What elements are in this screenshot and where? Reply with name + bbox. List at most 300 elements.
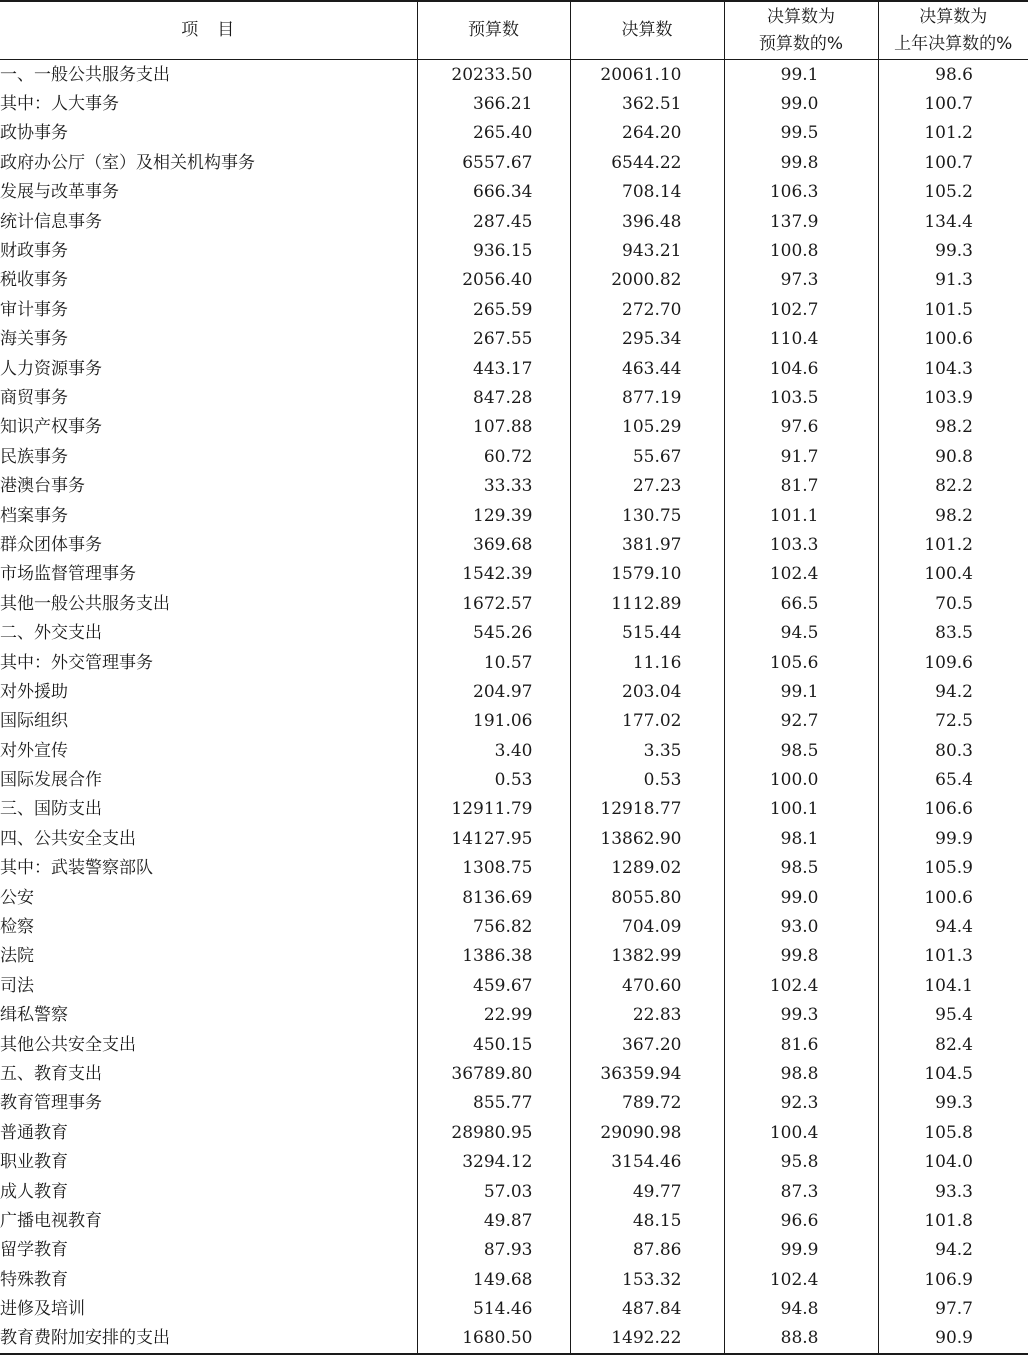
- row-final: 87.86: [570, 1236, 724, 1265]
- row-item-cell: [0, 942, 417, 971]
- row-item-cell: [0, 1030, 417, 1059]
- row-budget: 1386.38: [417, 942, 570, 971]
- row-budget: 149.68: [417, 1265, 570, 1294]
- row-pct-prev: 106.6: [878, 795, 1028, 824]
- row-label: 进修及培训: [0, 1299, 85, 1320]
- table-row: [0, 736, 1028, 765]
- row-final: 29090.98: [570, 1118, 724, 1147]
- row-item-cell: [0, 971, 417, 1000]
- table-row: [0, 266, 1028, 295]
- row-final: 0.53: [570, 765, 724, 794]
- table-row: [0, 442, 1028, 471]
- row-final: 367.20: [570, 1030, 724, 1059]
- row-pct-budget: 98.5: [724, 736, 878, 765]
- row-budget: 1672.57: [417, 589, 570, 618]
- row-item-cell: [0, 60, 417, 90]
- row-item-cell: [0, 148, 417, 177]
- row-final: 877.19: [570, 383, 724, 412]
- row-budget: 267.55: [417, 325, 570, 354]
- row-pct-budget: 98.8: [724, 1059, 878, 1088]
- row-pct-prev: 72.5: [878, 707, 1028, 736]
- row-prefix: 其中：: [0, 94, 51, 115]
- row-final: 470.60: [570, 971, 724, 1000]
- row-pct-prev: 101.3: [878, 942, 1028, 971]
- row-pct-budget: 99.8: [724, 942, 878, 971]
- row-pct-budget: 104.6: [724, 354, 878, 383]
- table-row: [0, 178, 1028, 207]
- header-ratio-prev-line2: 上年决算数的%: [894, 33, 1013, 54]
- row-pct-budget: 100.4: [724, 1118, 878, 1147]
- row-label: 民族事务: [0, 446, 68, 467]
- row-budget: 847.28: [417, 383, 570, 412]
- row-pct-budget: 92.7: [724, 707, 878, 736]
- row-budget: 450.15: [417, 1030, 570, 1059]
- row-label: 群众团体事务: [0, 534, 102, 555]
- table-row: [0, 471, 1028, 500]
- row-item-cell: [0, 589, 417, 618]
- row-final: 1492.22: [570, 1324, 724, 1354]
- row-budget: 287.45: [417, 207, 570, 236]
- row-label: 对外援助: [0, 681, 68, 702]
- row-label: 人力资源事务: [0, 358, 102, 379]
- table-row: [0, 413, 1028, 442]
- row-pct-prev: 100.6: [878, 325, 1028, 354]
- row-pct-prev: 97.7: [878, 1294, 1028, 1323]
- row-budget: 14127.95: [417, 824, 570, 853]
- row-budget: 1308.75: [417, 854, 570, 883]
- row-pct-prev: 80.3: [878, 736, 1028, 765]
- header-ratio-budget-line2: 预算数的%: [758, 33, 844, 54]
- row-label: 港澳台事务: [0, 476, 85, 497]
- row-item-cell: [0, 795, 417, 824]
- row-final: 515.44: [570, 618, 724, 647]
- row-pct-prev: 104.1: [878, 971, 1028, 1000]
- row-label: 三、国防支出: [0, 799, 102, 820]
- table-row: [0, 1294, 1028, 1323]
- row-pct-prev: 105.2: [878, 178, 1028, 207]
- table-row: [0, 912, 1028, 941]
- row-item-cell: [0, 266, 417, 295]
- row-pct-prev: 98.2: [878, 413, 1028, 442]
- row-final: 487.84: [570, 1294, 724, 1323]
- row-item-cell: [0, 89, 417, 118]
- row-final: 789.72: [570, 1089, 724, 1118]
- header-item: 项 目: [0, 1, 417, 60]
- header-ratio-budget-line1: 决算数为: [767, 6, 835, 27]
- row-pct-budget: 99.9: [724, 1236, 878, 1265]
- row-item-cell: [0, 295, 417, 324]
- row-label: 成人教育: [0, 1181, 68, 1202]
- row-pct-prev: 101.8: [878, 1206, 1028, 1235]
- row-pct-prev: 98.6: [878, 60, 1028, 90]
- row-label: 海关事务: [0, 329, 68, 350]
- row-item-cell: [0, 354, 417, 383]
- row-pct-prev: 101.2: [878, 119, 1028, 148]
- row-pct-prev: 100.7: [878, 148, 1028, 177]
- row-item-cell: [0, 1177, 417, 1206]
- row-budget: 265.40: [417, 119, 570, 148]
- row-item-cell: [0, 413, 417, 442]
- row-final: 22.83: [570, 1001, 724, 1030]
- row-final: 55.67: [570, 442, 724, 471]
- row-final: 203.04: [570, 677, 724, 706]
- table-row: [0, 325, 1028, 354]
- row-item-cell: [0, 677, 417, 706]
- row-label: 司法: [0, 975, 34, 996]
- row-final: 3154.46: [570, 1147, 724, 1176]
- header-final: 决算数: [570, 1, 724, 60]
- row-pct-budget: 97.6: [724, 413, 878, 442]
- row-pct-prev: 93.3: [878, 1177, 1028, 1206]
- row-label: 政府办公厅（室）及相关机构事务: [0, 152, 255, 173]
- row-pct-budget: 99.5: [724, 119, 878, 148]
- row-final: 1579.10: [570, 560, 724, 589]
- row-budget: 6557.67: [417, 148, 570, 177]
- header-row: [0, 1, 1028, 60]
- row-pct-budget: 101.1: [724, 501, 878, 530]
- row-pct-prev: 82.4: [878, 1030, 1028, 1059]
- table-row: [0, 971, 1028, 1000]
- row-pct-prev: 103.9: [878, 383, 1028, 412]
- row-pct-prev: 101.5: [878, 295, 1028, 324]
- row-pct-budget: 103.5: [724, 383, 878, 412]
- row-pct-budget: 99.1: [724, 60, 878, 90]
- row-final: 3.35: [570, 736, 724, 765]
- row-budget: 87.93: [417, 1236, 570, 1265]
- row-pct-budget: 105.6: [724, 648, 878, 677]
- table-row: [0, 236, 1028, 265]
- row-budget: 10.57: [417, 648, 570, 677]
- row-budget: 855.77: [417, 1089, 570, 1118]
- row-pct-budget: 103.3: [724, 530, 878, 559]
- row-final: 36359.94: [570, 1059, 724, 1088]
- row-label: 档案事务: [0, 505, 68, 526]
- row-budget: 28980.95: [417, 1118, 570, 1147]
- row-pct-budget: 102.7: [724, 295, 878, 324]
- row-pct-budget: 81.6: [724, 1030, 878, 1059]
- table-row: [0, 60, 1028, 90]
- row-final: 153.32: [570, 1265, 724, 1294]
- row-label: 政协事务: [0, 123, 68, 144]
- header-ratio-prev-line1: 决算数为: [919, 6, 988, 27]
- row-item-cell: [0, 501, 417, 530]
- row-pct-budget: 91.7: [724, 442, 878, 471]
- row-pct-budget: 102.4: [724, 1265, 878, 1294]
- table-row: [0, 148, 1028, 177]
- row-pct-prev: 98.2: [878, 501, 1028, 530]
- row-label: 税收事务: [0, 270, 68, 291]
- table-row: [0, 1089, 1028, 1118]
- row-pct-budget: 99.3: [724, 1001, 878, 1030]
- row-label: 广播电视教育: [0, 1210, 102, 1231]
- row-pct-budget: 137.9: [724, 207, 878, 236]
- row-final: 11.16: [570, 648, 724, 677]
- row-label: 其他公共安全支出: [0, 1034, 136, 1055]
- row-pct-budget: 100.8: [724, 236, 878, 265]
- row-budget: 443.17: [417, 354, 570, 383]
- row-pct-budget: 95.8: [724, 1147, 878, 1176]
- table-row: [0, 589, 1028, 618]
- row-pct-budget: 88.8: [724, 1324, 878, 1354]
- row-pct-prev: 83.5: [878, 618, 1028, 647]
- row-budget: 20233.50: [417, 60, 570, 90]
- table-row: [0, 1030, 1028, 1059]
- row-budget: 129.39: [417, 501, 570, 530]
- header-ratio-budget: [724, 1, 878, 60]
- row-pct-prev: 94.4: [878, 912, 1028, 941]
- row-budget: 459.67: [417, 971, 570, 1000]
- row-pct-budget: 106.3: [724, 178, 878, 207]
- row-pct-budget: 102.4: [724, 971, 878, 1000]
- row-item-cell: [0, 471, 417, 500]
- row-final: 6544.22: [570, 148, 724, 177]
- row-pct-prev: 90.8: [878, 442, 1028, 471]
- row-final: 708.14: [570, 178, 724, 207]
- row-pct-prev: 100.4: [878, 560, 1028, 589]
- row-pct-prev: 104.5: [878, 1059, 1028, 1088]
- row-pct-prev: 65.4: [878, 765, 1028, 794]
- row-label: 一、一般公共服务支出: [0, 64, 170, 85]
- row-final: 1382.99: [570, 942, 724, 971]
- row-label: 留学教育: [0, 1240, 68, 1261]
- row-budget: 49.87: [417, 1206, 570, 1235]
- row-budget: 265.59: [417, 295, 570, 324]
- row-pct-budget: 94.8: [724, 1294, 878, 1323]
- table-row: [0, 1265, 1028, 1294]
- table-row: [0, 618, 1028, 647]
- row-budget: 191.06: [417, 707, 570, 736]
- table-row: [0, 207, 1028, 236]
- row-budget: 0.53: [417, 765, 570, 794]
- row-budget: 666.34: [417, 178, 570, 207]
- row-item-cell: [0, 707, 417, 736]
- row-pct-budget: 99.0: [724, 89, 878, 118]
- row-budget: 8136.69: [417, 883, 570, 912]
- row-pct-budget: 100.0: [724, 765, 878, 794]
- row-item-cell: [0, 1118, 417, 1147]
- row-pct-budget: 99.8: [724, 148, 878, 177]
- table-row: [0, 560, 1028, 589]
- row-budget: 107.88: [417, 413, 570, 442]
- table-row: [0, 89, 1028, 118]
- row-pct-budget: 92.3: [724, 1089, 878, 1118]
- row-budget: 57.03: [417, 1177, 570, 1206]
- row-item-cell: [0, 912, 417, 941]
- row-pct-prev: 99.3: [878, 236, 1028, 265]
- table-row: [0, 707, 1028, 736]
- row-item-cell: [0, 383, 417, 412]
- row-final: 12918.77: [570, 795, 724, 824]
- row-final: 27.23: [570, 471, 724, 500]
- row-pct-prev: 99.3: [878, 1089, 1028, 1118]
- table-row: [0, 1118, 1028, 1147]
- row-budget: 1680.50: [417, 1324, 570, 1354]
- row-budget: 36789.80: [417, 1059, 570, 1088]
- row-final: 8055.80: [570, 883, 724, 912]
- row-pct-budget: 66.5: [724, 589, 878, 618]
- row-label: 市场监督管理事务: [0, 564, 136, 585]
- row-budget: 3.40: [417, 736, 570, 765]
- row-label: 财政事务: [0, 241, 68, 262]
- table-row: [0, 501, 1028, 530]
- row-item-cell: [0, 325, 417, 354]
- row-final: 381.97: [570, 530, 724, 559]
- row-budget: 366.21: [417, 89, 570, 118]
- row-label: 公安: [0, 887, 34, 908]
- row-item-cell: [0, 1294, 417, 1323]
- row-budget: 22.99: [417, 1001, 570, 1030]
- row-final: 264.20: [570, 119, 724, 148]
- row-final: 13862.90: [570, 824, 724, 853]
- row-label: 国际发展合作: [0, 770, 102, 791]
- row-final: 704.09: [570, 912, 724, 941]
- row-item-cell: [0, 560, 417, 589]
- row-label: 对外宣传: [0, 740, 68, 761]
- row-item-cell: [0, 1236, 417, 1265]
- table-row: [0, 1001, 1028, 1030]
- table-row: [0, 1177, 1028, 1206]
- row-label: 二、外交支出: [0, 623, 102, 644]
- row-item-cell: [0, 1324, 417, 1354]
- row-pct-budget: 97.3: [724, 266, 878, 295]
- row-final: 463.44: [570, 354, 724, 383]
- table-row: [0, 883, 1028, 912]
- row-pct-budget: 87.3: [724, 1177, 878, 1206]
- row-prefix: 其中：: [0, 652, 51, 673]
- row-pct-prev: 100.6: [878, 883, 1028, 912]
- row-item-cell: [0, 1059, 417, 1088]
- row-budget: 2056.40: [417, 266, 570, 295]
- row-prefix: 其中：: [0, 858, 51, 879]
- row-budget: 936.15: [417, 236, 570, 265]
- header-budget: 预算数: [417, 1, 570, 60]
- row-item-cell: [0, 178, 417, 207]
- row-label: 知识产权事务: [0, 417, 102, 438]
- row-pct-budget: 98.5: [724, 854, 878, 883]
- table-row: [0, 942, 1028, 971]
- row-label: 审计事务: [0, 299, 68, 320]
- row-pct-budget: 99.1: [724, 677, 878, 706]
- row-budget: 204.97: [417, 677, 570, 706]
- row-item-cell: [0, 530, 417, 559]
- row-budget: 3294.12: [417, 1147, 570, 1176]
- row-pct-budget: 110.4: [724, 325, 878, 354]
- row-label: 发展与改革事务: [0, 182, 119, 203]
- row-label: 职业教育: [0, 1152, 68, 1173]
- row-label: 四、公共安全支出: [0, 828, 136, 849]
- row-item-cell: [0, 236, 417, 265]
- row-item-cell: [0, 854, 417, 883]
- row-item-cell: [0, 442, 417, 471]
- row-pct-prev: 106.9: [878, 1265, 1028, 1294]
- row-final: 1289.02: [570, 854, 724, 883]
- row-final: 130.75: [570, 501, 724, 530]
- row-budget: 514.46: [417, 1294, 570, 1323]
- row-final: 49.77: [570, 1177, 724, 1206]
- row-pct-prev: 105.8: [878, 1118, 1028, 1147]
- row-budget: 369.68: [417, 530, 570, 559]
- row-pct-prev: 134.4: [878, 207, 1028, 236]
- row-pct-budget: 94.5: [724, 618, 878, 647]
- row-item-cell: [0, 765, 417, 794]
- row-budget: 60.72: [417, 442, 570, 471]
- row-final: 272.70: [570, 295, 724, 324]
- row-item-cell: [0, 119, 417, 148]
- row-pct-budget: 102.4: [724, 560, 878, 589]
- row-label: 五、教育支出: [0, 1063, 102, 1084]
- table-row: [0, 295, 1028, 324]
- row-pct-prev: 95.4: [878, 1001, 1028, 1030]
- row-final: 396.48: [570, 207, 724, 236]
- table-row: [0, 119, 1028, 148]
- row-item-cell: [0, 883, 417, 912]
- row-label: 缉私警察: [0, 1005, 68, 1026]
- table-row: [0, 677, 1028, 706]
- row-label: 教育费附加安排的支出: [0, 1328, 170, 1349]
- row-item-cell: [0, 1147, 417, 1176]
- row-label: 外交管理事务: [51, 652, 153, 673]
- row-pct-prev: 100.7: [878, 89, 1028, 118]
- row-label: 检察: [0, 917, 34, 938]
- row-pct-prev: 70.5: [878, 589, 1028, 618]
- table-row: [0, 795, 1028, 824]
- row-pct-prev: 90.9: [878, 1324, 1028, 1354]
- row-final: 20061.10: [570, 60, 724, 90]
- row-label: 武装警察部队: [51, 858, 153, 879]
- table-row: [0, 1324, 1028, 1354]
- row-pct-prev: 99.9: [878, 824, 1028, 853]
- row-item-cell: [0, 1001, 417, 1030]
- table-row: [0, 383, 1028, 412]
- row-budget: 33.33: [417, 471, 570, 500]
- row-label: 法院: [0, 946, 34, 967]
- row-pct-prev: 94.2: [878, 677, 1028, 706]
- table-row: [0, 1059, 1028, 1088]
- row-final: 105.29: [570, 413, 724, 442]
- row-item-cell: [0, 736, 417, 765]
- table-row: [0, 1206, 1028, 1235]
- table-row: [0, 1236, 1028, 1265]
- row-pct-prev: 101.2: [878, 530, 1028, 559]
- row-item-cell: [0, 1206, 417, 1235]
- row-final: 943.21: [570, 236, 724, 265]
- row-item-cell: [0, 648, 417, 677]
- row-pct-budget: 98.1: [724, 824, 878, 853]
- row-budget: 1542.39: [417, 560, 570, 589]
- row-budget: 756.82: [417, 912, 570, 941]
- row-budget: 12911.79: [417, 795, 570, 824]
- header-ratio-prev: [878, 1, 1028, 60]
- table-row: [0, 354, 1028, 383]
- row-pct-prev: 82.2: [878, 471, 1028, 500]
- row-label: 国际组织: [0, 711, 68, 732]
- row-final: 2000.82: [570, 266, 724, 295]
- row-label: 教育管理事务: [0, 1093, 102, 1114]
- row-final: 48.15: [570, 1206, 724, 1235]
- table-row: [0, 1147, 1028, 1176]
- row-final: 362.51: [570, 89, 724, 118]
- row-pct-prev: 91.3: [878, 266, 1028, 295]
- row-label: 普通教育: [0, 1122, 68, 1143]
- row-label: 人大事务: [51, 94, 119, 115]
- table-row: [0, 648, 1028, 677]
- row-label: 其他一般公共服务支出: [0, 593, 170, 614]
- table-row: [0, 824, 1028, 853]
- row-final: 1112.89: [570, 589, 724, 618]
- row-pct-budget: 100.1: [724, 795, 878, 824]
- row-budget: 545.26: [417, 618, 570, 647]
- row-pct-prev: 105.9: [878, 854, 1028, 883]
